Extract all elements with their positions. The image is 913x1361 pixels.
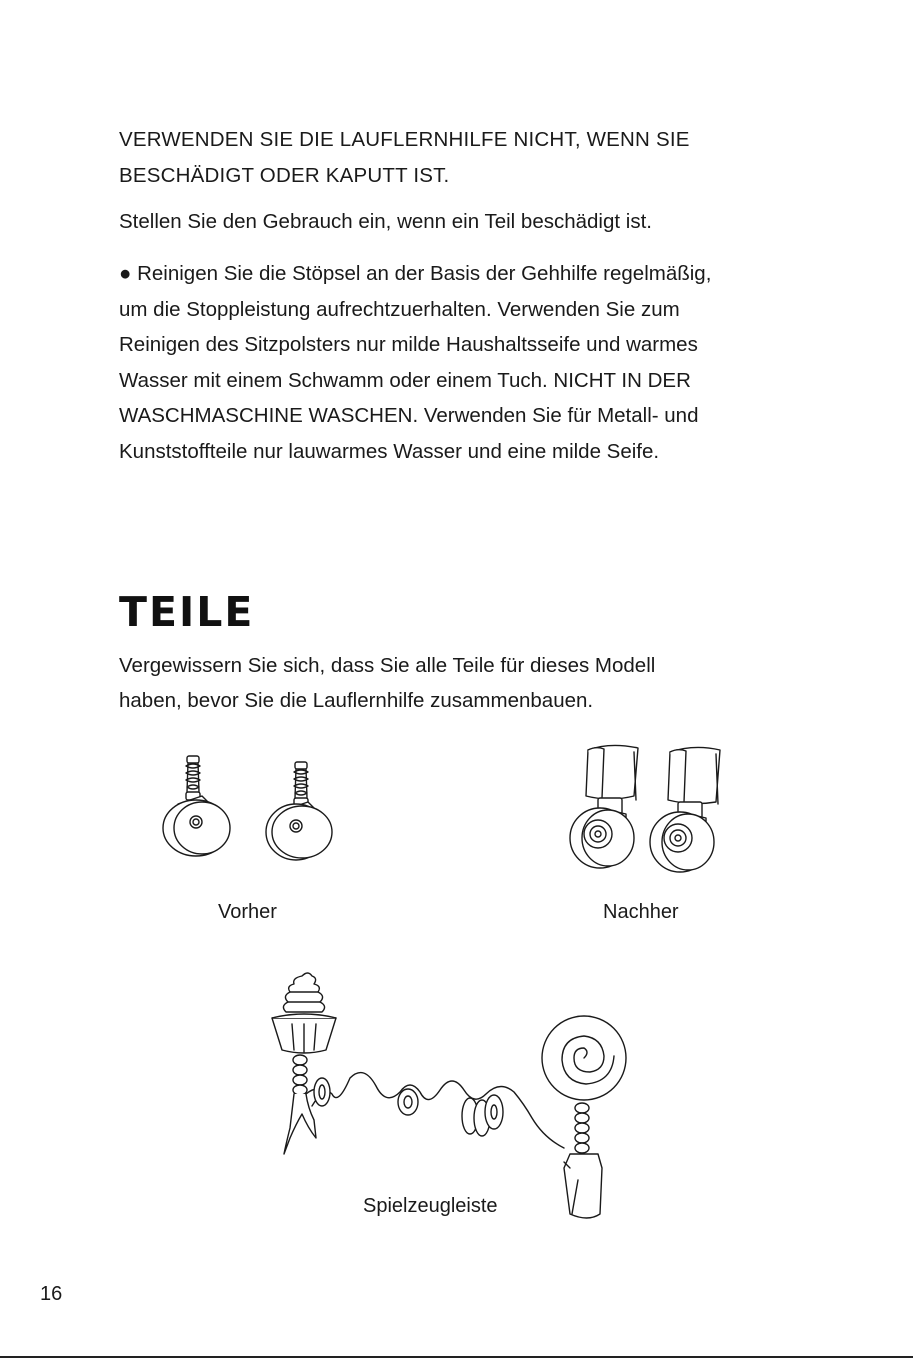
- section-heading: TEILE: [119, 588, 255, 636]
- bottom-rule: [0, 1356, 913, 1358]
- cupcake-toy-icon: [272, 973, 336, 1053]
- lollipop-toy-icon: [542, 1016, 626, 1100]
- intro-line-2: haben, bevor Sie die Lauflernhilfe zusammenbauen.: [119, 689, 594, 712]
- page-number: 16: [40, 1283, 63, 1305]
- cleaning-line-3: Reinigen des Sitzpolsters nur milde Haushaltsseife und warmes: [119, 333, 698, 357]
- toy-bar-illustration: [268, 968, 618, 1223]
- caster-wheel-before-2: [266, 762, 332, 860]
- caster-wheel-after-2: [650, 747, 720, 872]
- ring-beads: [314, 1078, 503, 1136]
- caster-wheel-before-1: [163, 756, 230, 856]
- warning-line-1: VERWENDEN SIE DIE LAUFLERNHILFE NICHT, WENN SIE: [119, 128, 690, 151]
- spiral-cord: [312, 1073, 564, 1148]
- section-intro: [119, 648, 819, 718]
- cleaning-instructions: [119, 256, 819, 470]
- caption-before: Vorher: [218, 901, 277, 923]
- caption-after: Nachher: [603, 901, 679, 923]
- cleaning-line-4: Wasser mit einem Schwamm oder einem Tuch. NICHT IN DER: [119, 368, 691, 392]
- cleaning-line-1: ● Reinigen Sie die Stöpsel an der Basis der Gehhilfe regelmäßig,: [119, 262, 712, 285]
- stop-use-line: Stellen Sie den Gebrauch ein, wenn ein Teil beschädigt ist.: [119, 210, 652, 233]
- cleaning-line-5: WASCHMASCHINE WASCHEN. Verwenden Sie für Metall- und: [119, 404, 699, 428]
- caster-wheels-after-illustration: [560, 742, 730, 872]
- stop-use-notice: [119, 204, 819, 240]
- caster-wheel-after-1: [570, 745, 638, 868]
- cleaning-line-6: Kunststoffteile nur lauwarmes Wasser und eine milde Seife.: [119, 439, 660, 463]
- cleaning-line-2: um die Stoppleistung aufrechtzuerhalten. Verwenden Sie zum: [119, 297, 680, 321]
- right-clip: [564, 1103, 602, 1218]
- warning-line-2: BESCHÄDIGT ODER KAPUTT IST.: [119, 164, 450, 187]
- intro-line-1: Vergewissern Sie sich, dass Sie alle Teile für dieses Modell: [119, 654, 656, 677]
- caster-wheels-before-illustration: [160, 752, 340, 864]
- caption-toy-bar: Spielzeugleiste: [363, 1195, 498, 1217]
- warning-text: [119, 122, 819, 194]
